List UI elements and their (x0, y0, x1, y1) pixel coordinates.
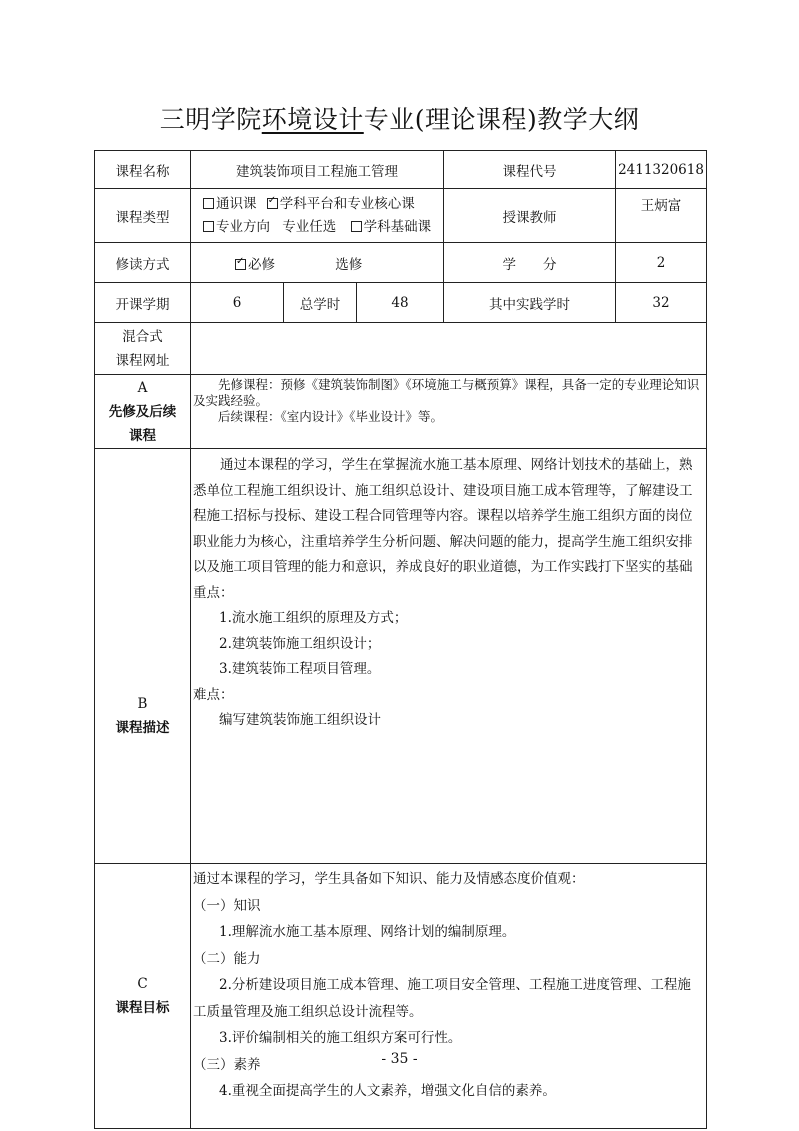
course-name-label: 课程名称 (95, 151, 191, 189)
key-point-item: 3.建筑装饰工程项目管理。 (219, 661, 381, 677)
semester-value: 6 (191, 283, 284, 323)
practice-hours-value: 32 (616, 283, 707, 323)
row-section-c (95, 864, 707, 1129)
course-name-value: 建筑装饰项目工程施工管理 (191, 151, 444, 189)
goal-item: 4.重视全面提高学生的人文素养，增强文化自信的素养。 (219, 1083, 556, 1099)
section-b-letter: B (137, 696, 148, 712)
document-title (0, 100, 799, 136)
page-number: - 35 - (381, 1051, 418, 1067)
study-option-elective: 选修 (335, 256, 363, 273)
section-b-label (95, 449, 191, 864)
goals-heading-ability: （二）能力 (193, 950, 261, 967)
syllabus-table (94, 150, 707, 1129)
credit-value: 2 (616, 243, 707, 283)
key-points-label: 重点： (193, 584, 234, 601)
prerequisite-text: 先修课程：预修《建筑装饰制图》《环境施工与概预算》课程，具备一定的专业理论知识及实践经验。 (193, 377, 700, 408)
goal-item: 1.理解流水施工基本原理、网络计划的编制原理。 (219, 924, 516, 940)
course-type-label: 课程类型 (95, 189, 191, 243)
key-point-item: 1.流水施工组织的原理及方式； (219, 610, 408, 626)
row-section-b (95, 449, 707, 864)
difficulty-label: 难点： (193, 686, 234, 703)
goals-intro: 通过本课程的学习，学生具备如下知识、能力及情感态度价值观： (193, 871, 585, 887)
row-mixed-url (95, 323, 707, 375)
section-a-letter: A (137, 379, 148, 396)
course-code-value: 2411320618 (616, 151, 707, 189)
section-b-name: 课程描述 (115, 720, 170, 736)
section-a-name-line2: 课程 (129, 427, 156, 444)
study-mode-options (191, 243, 444, 283)
type-option-direction: 专业方向 (216, 218, 270, 235)
follow-up-text: 后续课程：《室内设计》《毕业设计》等。 (218, 409, 444, 424)
mixed-url-label-line1: 混合式 (122, 328, 163, 345)
study-mode-label: 修读方式 (95, 243, 191, 283)
type-option-core: 学科平台和专业核心课 (279, 195, 415, 212)
teacher-label: 授课教师 (444, 189, 616, 243)
study-checkbox-required[interactable] (235, 259, 246, 270)
type-option-foundation: 学科基础课 (363, 218, 432, 235)
key-point-item: 2.建筑装饰施工组织设计； (219, 635, 381, 652)
semester-label: 开课学期 (95, 283, 191, 323)
title-major: 环境设计 (261, 105, 364, 134)
section-a-label (95, 375, 191, 449)
study-option-required: 必修 (248, 256, 275, 273)
total-hours-label: 总学时 (284, 283, 357, 323)
practice-hours-label: 其中实践学时 (444, 283, 616, 323)
section-c-letter: C (137, 976, 148, 992)
credit-label: 学 分 (444, 243, 616, 283)
goal-item: 3.评价编制相关的施工组织方案可行性。 (219, 1030, 462, 1046)
section-c-label (95, 864, 191, 1129)
section-a-name-line1: 先修及后续 (108, 403, 177, 420)
course-type-options (191, 189, 444, 243)
row-course-type (95, 189, 707, 243)
mixed-url-label (95, 323, 191, 375)
title-school: 三明学院 (159, 105, 262, 134)
type-checkbox-core[interactable] (267, 198, 278, 209)
section-c-content (191, 864, 707, 1129)
type-option-general: 通识课 (216, 195, 257, 212)
type-checkbox-general[interactable] (203, 198, 214, 209)
section-a-content (191, 375, 707, 449)
total-hours-value: 48 (357, 283, 444, 323)
row-semester (95, 283, 707, 323)
type-option-optional: 专业任选 (282, 218, 337, 235)
title-rest: 专业(理论课程)教学大纲 (363, 105, 640, 134)
type-checkbox-foundation[interactable] (351, 221, 362, 232)
course-description-text: 通过本课程的学习，学生在掌握流水施工基本原理、网络计划技术的基础上，熟悉单位工程施工组织设计、施工组织总设计、建设项目施工成本管理等，了解建设工程施工招标与投标、建设工程合同管理等内容。课程以培养学生施工组织方面的岗位职业能力为核心，注重培养学生分析问题、解决问题的能力，提高学生施工组织安排以及施工项目管理的能力和意识，养成良好的职业道德，为工作实践打下坚实的基础 (193, 457, 693, 575)
goal-item: 2.分析建设项目施工成本管理、施工项目安全管理、工程施工进度管理、工程施工质量管理及施工组织总设计流程等。 (193, 977, 691, 1020)
section-c-name: 课程目标 (115, 1000, 170, 1016)
goals-heading-knowledge: （一）知识 (193, 897, 261, 914)
mixed-url-label-line2: 课程网址 (115, 352, 170, 369)
row-study-mode (95, 243, 707, 283)
course-code-label: 课程代号 (444, 151, 616, 189)
teacher-value: 王炳富 (616, 189, 707, 243)
mixed-url-value (191, 323, 707, 375)
section-b-content (191, 449, 707, 864)
goals-heading-literacy: （三）素养 (193, 1056, 261, 1073)
row-course-name (95, 151, 707, 189)
type-checkbox-direction[interactable] (203, 221, 214, 232)
difficulty-item: 编写建筑装饰施工组织设计 (219, 712, 381, 728)
row-section-a (95, 375, 707, 449)
